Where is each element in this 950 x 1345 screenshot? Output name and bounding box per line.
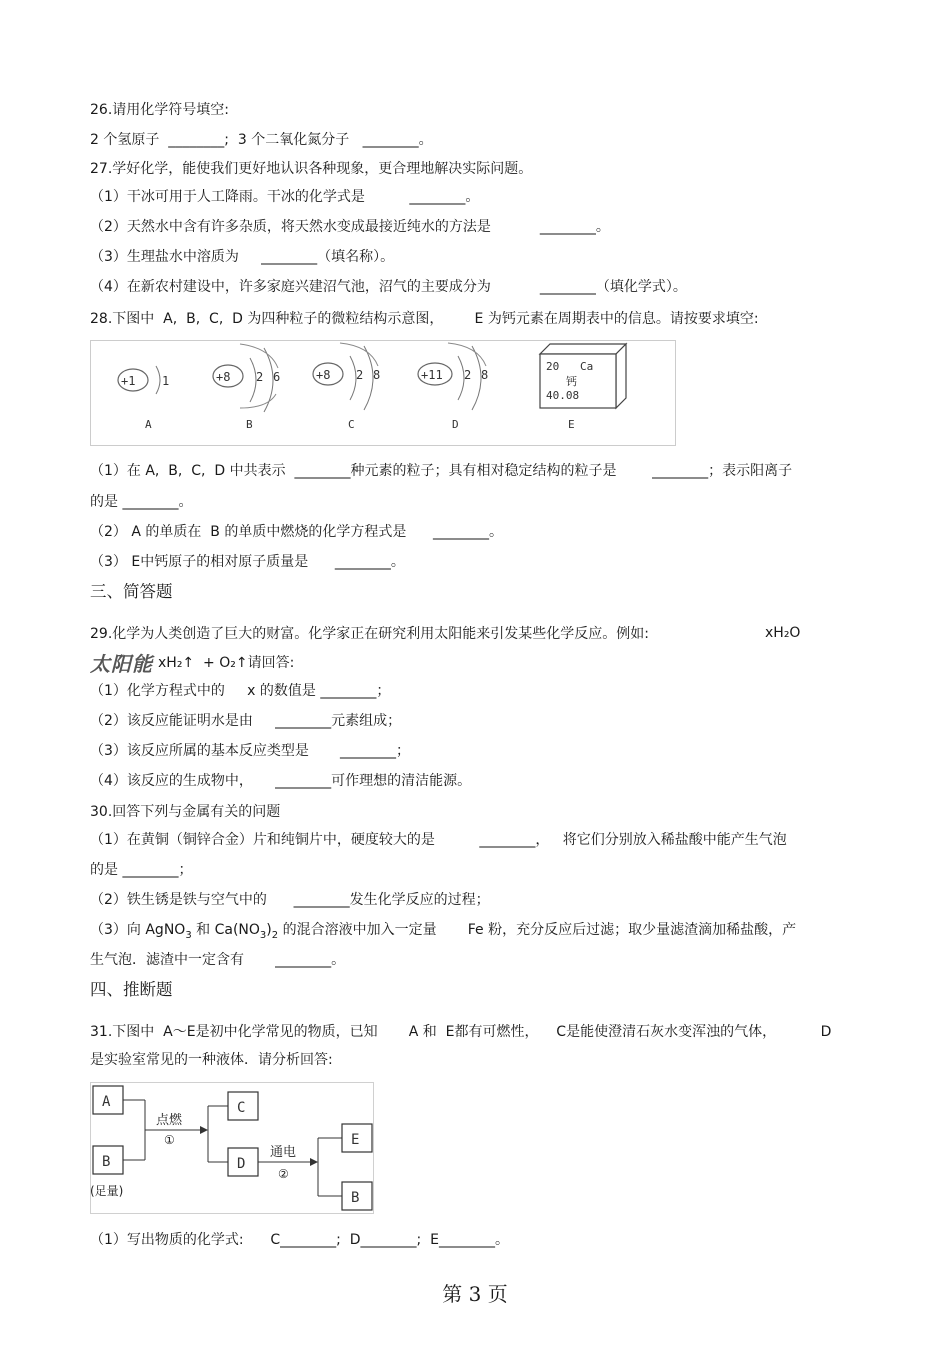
q30-3-post: 的混合溶液中加入一定量 Fe 粉，充分反应后过滤；取少量滤渣滴加稀盐酸，产 [278, 922, 797, 938]
q28-item-1a: （1）在 A, B, C, D 中共表示 ________种元素的粒子；具有相对稳定结构的粒子是 ________；表示阳离子 [90, 463, 793, 479]
particle-d-shell-1: 2 [464, 368, 472, 382]
box-b-label: B [102, 1154, 111, 1170]
page-number-footer: 第 3 页 [442, 1282, 508, 1306]
particle-a-label: A [145, 418, 152, 431]
q30-3-sub1: 3 [185, 929, 192, 941]
arrow-1-label: 点燃 [156, 1113, 183, 1128]
q27-item-3: （3）生理盐水中溶质为 ________（填名称）。 [90, 249, 395, 265]
section-4-heading: 四、推断题 [90, 980, 173, 999]
q30-item-3a [90, 921, 796, 945]
q29-item-2: （2）该反应能证明水是由 ________元素组成； [90, 713, 402, 729]
q28-title: 28.下图中 A, B, C, D 为四种粒子的微粒结构示意图， E 为钙元素在周期表中的信息。请按要求填空: [90, 311, 759, 327]
q29-item-3: （3）该反应所属的基本反应类型是 ________； [90, 743, 411, 759]
particle-d-nucleus: +11 [421, 368, 443, 382]
q29-equation-reactant: xH₂O [765, 625, 801, 641]
q30-3-pre: （3）向 AgNO [90, 922, 186, 938]
q29-title: 29.化学为人类创造了巨大的财富。化学家正在研究利用太阳能来引发某些化学反应。例如: [90, 626, 649, 642]
q31-title: 31.下图中 A～E是初中化学常见的物质，已知 A 和 E都有可燃性， C是能使澄清石灰水变浑浊的气体， D [90, 1024, 832, 1040]
element-label: E [568, 418, 575, 431]
q27-item-2: （2）天然水中含有许多杂质，将天然水变成最接近纯水的方法是 ________。 [90, 219, 610, 235]
particle-d-shell-2: 8 [481, 368, 489, 382]
arrow-2-number: ② [278, 1167, 289, 1181]
q30-item-3b: 生气泡．滤渣中一定含有 ________。 [90, 952, 346, 968]
box-a-label: A [102, 1094, 111, 1110]
q28-item-1b: 的是 ________。 [90, 494, 193, 510]
element-symbol: Ca [580, 360, 594, 373]
box-d-label: D [237, 1156, 246, 1172]
box-b2-label: B [351, 1190, 360, 1206]
q30-3-sub2: 3 [259, 929, 267, 941]
element-name: 钙 [566, 375, 577, 388]
q30-item-1b: 的是 ________； [90, 862, 193, 878]
q26-title: 26.请用化学符号填空: [90, 102, 229, 118]
q27-title: 27.学好化学，能使我们更好地认识各种现象，更合理地解决实际问题。 [90, 161, 533, 177]
q27-item-4: （4）在新农村建设中，许多家庭兴建沼气池，沼气的主要成分为 ________（填化学式）。 [90, 279, 687, 295]
q29-item-4: （4）该反应的生成物中， ________可作理想的清洁能源。 [90, 773, 472, 789]
q30-item-2: （2）铁生锈是铁与空气中的 ________发生化学反应的过程； [90, 892, 490, 908]
particle-b-label: B [246, 418, 253, 431]
arrow-2-label: 通电 [270, 1145, 297, 1160]
q29-equation-products: xH₂↑ + O₂↑请回答: [158, 655, 295, 671]
particle-c-shell-2: 8 [373, 368, 381, 382]
arrow-1-number: ① [164, 1133, 175, 1147]
particle-a-nucleus: +1 [121, 374, 136, 388]
q29-item-1: （1）化学方程式中的 x 的数值是 ________； [90, 683, 391, 699]
reaction-flow-diagram [90, 1082, 374, 1214]
element-mass: 40.08 [546, 389, 580, 402]
particle-structure-figure [90, 340, 676, 446]
particle-c-nucleus: +8 [316, 368, 331, 382]
box-b-note: (足量) [90, 1184, 124, 1198]
q30-item-1a: （1）在黄铜（铜锌合金）片和纯铜片中，硬度较大的是 ________， 将它们分别放入稀盐酸中能产生气泡 [90, 832, 787, 848]
particle-c-shell-1: 2 [356, 368, 364, 382]
particle-d-label: D [452, 418, 459, 431]
element-number: 20 [546, 360, 560, 373]
q31-title-cont: 是实验室常见的一种液体．请分析回答: [90, 1052, 333, 1068]
particle-c-label: C [348, 418, 355, 431]
q30-title: 30.回答下列与金属有关的问题 [90, 804, 281, 820]
box-c-label: C [237, 1100, 246, 1116]
q30-3-mid2: ) [266, 922, 272, 938]
q30-3-sub3: 2 [271, 929, 279, 941]
particle-a-shell-1: 1 [162, 374, 170, 388]
q26-body: 2 个氢原子 ________; 3 个二氧化氮分子 ________。 [90, 132, 433, 148]
solar-energy-condition: 太阳能 [90, 652, 153, 676]
section-3-heading: 三、简答题 [90, 582, 173, 601]
q28-item-3: （3） E中钙原子的相对原子质量是 ________。 [90, 554, 405, 570]
q31-item-1: （1）写出物质的化学式: C________; D________; E________。 [90, 1232, 509, 1248]
q30-3-mid: 和 Ca(NO [191, 922, 260, 938]
particle-b-shell-2: 6 [273, 370, 281, 384]
box-e-label: E [351, 1132, 360, 1148]
particle-b-shell-1: 2 [256, 370, 264, 384]
particle-b-nucleus: +8 [216, 370, 231, 384]
q27-item-1: （1）干冰可用于人工降雨。干冰的化学式是 ________。 [90, 189, 480, 205]
q28-item-2: （2） A 的单质在 B 的单质中燃烧的化学方程式是 ________。 [90, 524, 504, 540]
